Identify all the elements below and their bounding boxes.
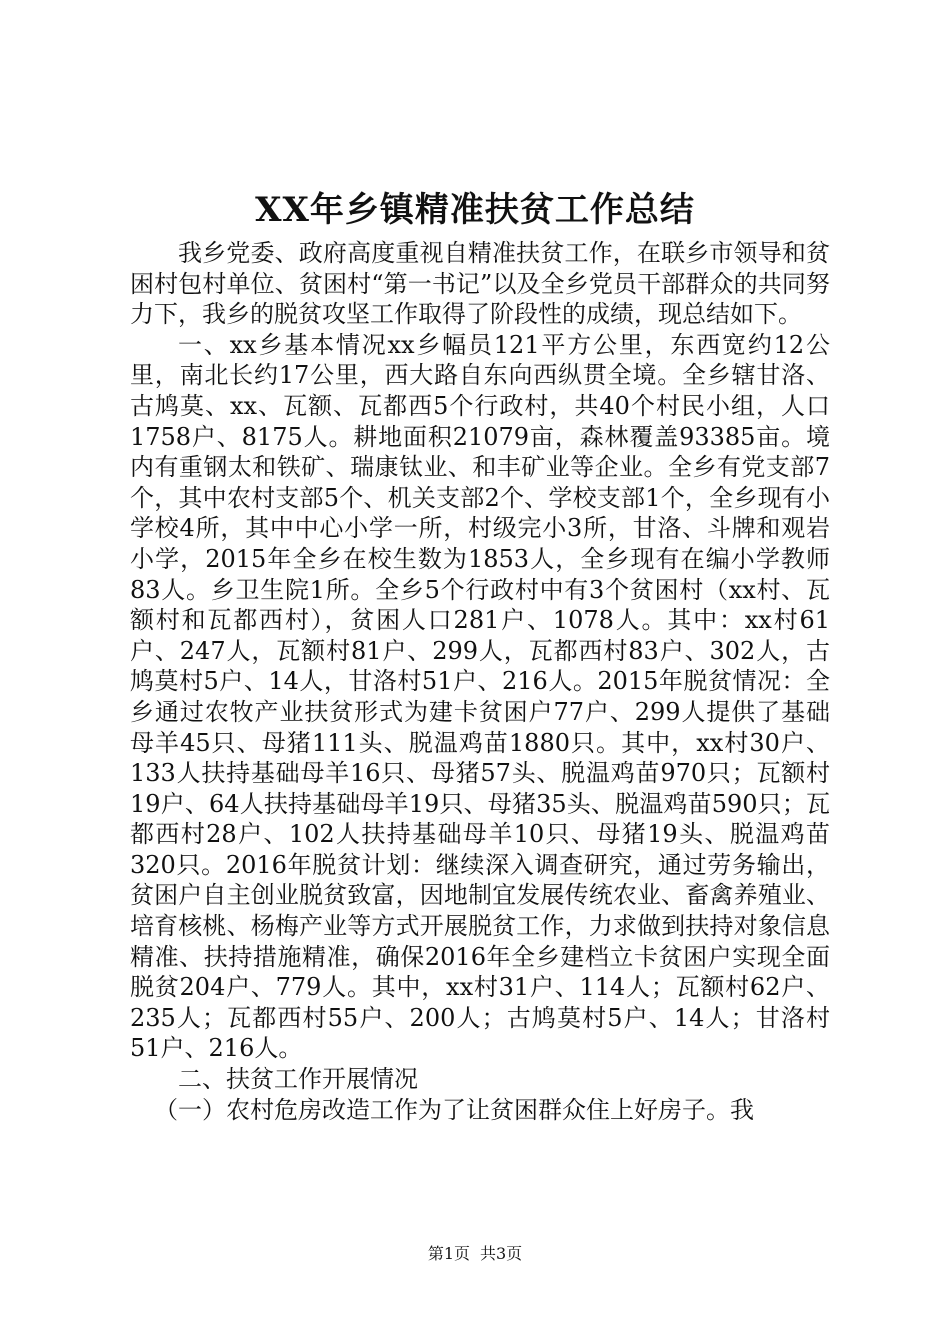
page-total: 共3页 bbox=[480, 1244, 523, 1263]
paragraph-basic-situation: 一、xx乡基本情况xx乡幅员121平方公里，东西宽约12公里，南北长约17公里，西大路自东向西纵贯全境。全乡辖甘洛、古鸠莫、xx、瓦额、瓦都西5个行政村，共40个村民小组，人口1758户、8175人。耕地面积21079亩，森林覆盖93385亩。境内有重钢太和铁矿、瑞康钛业、和丰矿业等企业。全乡有党支部7个，其中农村支部5个、机关支部2个、学校支部1个，全乡现有小学校4所，其中中心小学一所，村级完小3所，甘洛、斗牌和观岩小学，2015年全乡在校生数为1853人，全乡现有在编小学教师83人。乡卫生院1所。全乡5个行政村中有3个贫困村（xx村、瓦额村和瓦都西村），贫困人口281户、1078人。其中：xx村61户、247人，瓦额村81户、299人，瓦都西村83户、302人，古鸠莫村5户、14人，甘洛村51户、216人。2015年脱贫情况：全乡通过农牧产业扶贫形式为建卡贫困户77户、299人提供了基础母羊45只、母猪111头、脱温鸡苗1880只。其中，xx村30户、133人扶持基础母羊16只、母猪57头、脱温鸡苗970只；瓦额村19户、64人扶持基础母羊19只、母猪35头、脱温鸡苗590只；瓦都西村28户、102人扶持基础母羊10只、母猪19头、脱温鸡苗320只。2016年脱贫计划：继续深入调查研究，通过劳务输出，贫困户自主创业脱贫致富，因地制宜发展传统农业、畜禽养殖业、培育核桃、杨梅产业等方式开展脱贫工作，力求做到扶持对象信息精准、扶持措施精准，确保2016年全乡建档立卡贫困户实现全面脱贫204户、779人。其中，xx村31户、114人；瓦额村62户、235人；瓦都西村55户、200人；古鸠莫村5户、14人；甘洛村51户、216人。 bbox=[130, 330, 830, 1063]
page-number: 第1页 bbox=[427, 1244, 470, 1263]
paragraph-housing-renovation: （一）农村危房改造工作为了让贫困群众住上好房子。我 bbox=[154, 1095, 754, 1124]
document-title: XX年乡镇精准扶贫工作总结 bbox=[255, 190, 695, 230]
paragraph-intro: 我乡党委、政府高度重视自精准扶贫工作，在联乡市领导和贫困村包村单位、贫困村“第一书记”以及全乡党员干部群众的共同努力下，我乡的脱贫攻坚工作取得了阶段性的成绩，现总结如下。 bbox=[130, 239, 830, 329]
page-footer bbox=[0, 1242, 950, 1266]
document-body bbox=[130, 238, 830, 1125]
section-heading-work-progress: 二、扶贫工作开展情况 bbox=[178, 1065, 418, 1094]
